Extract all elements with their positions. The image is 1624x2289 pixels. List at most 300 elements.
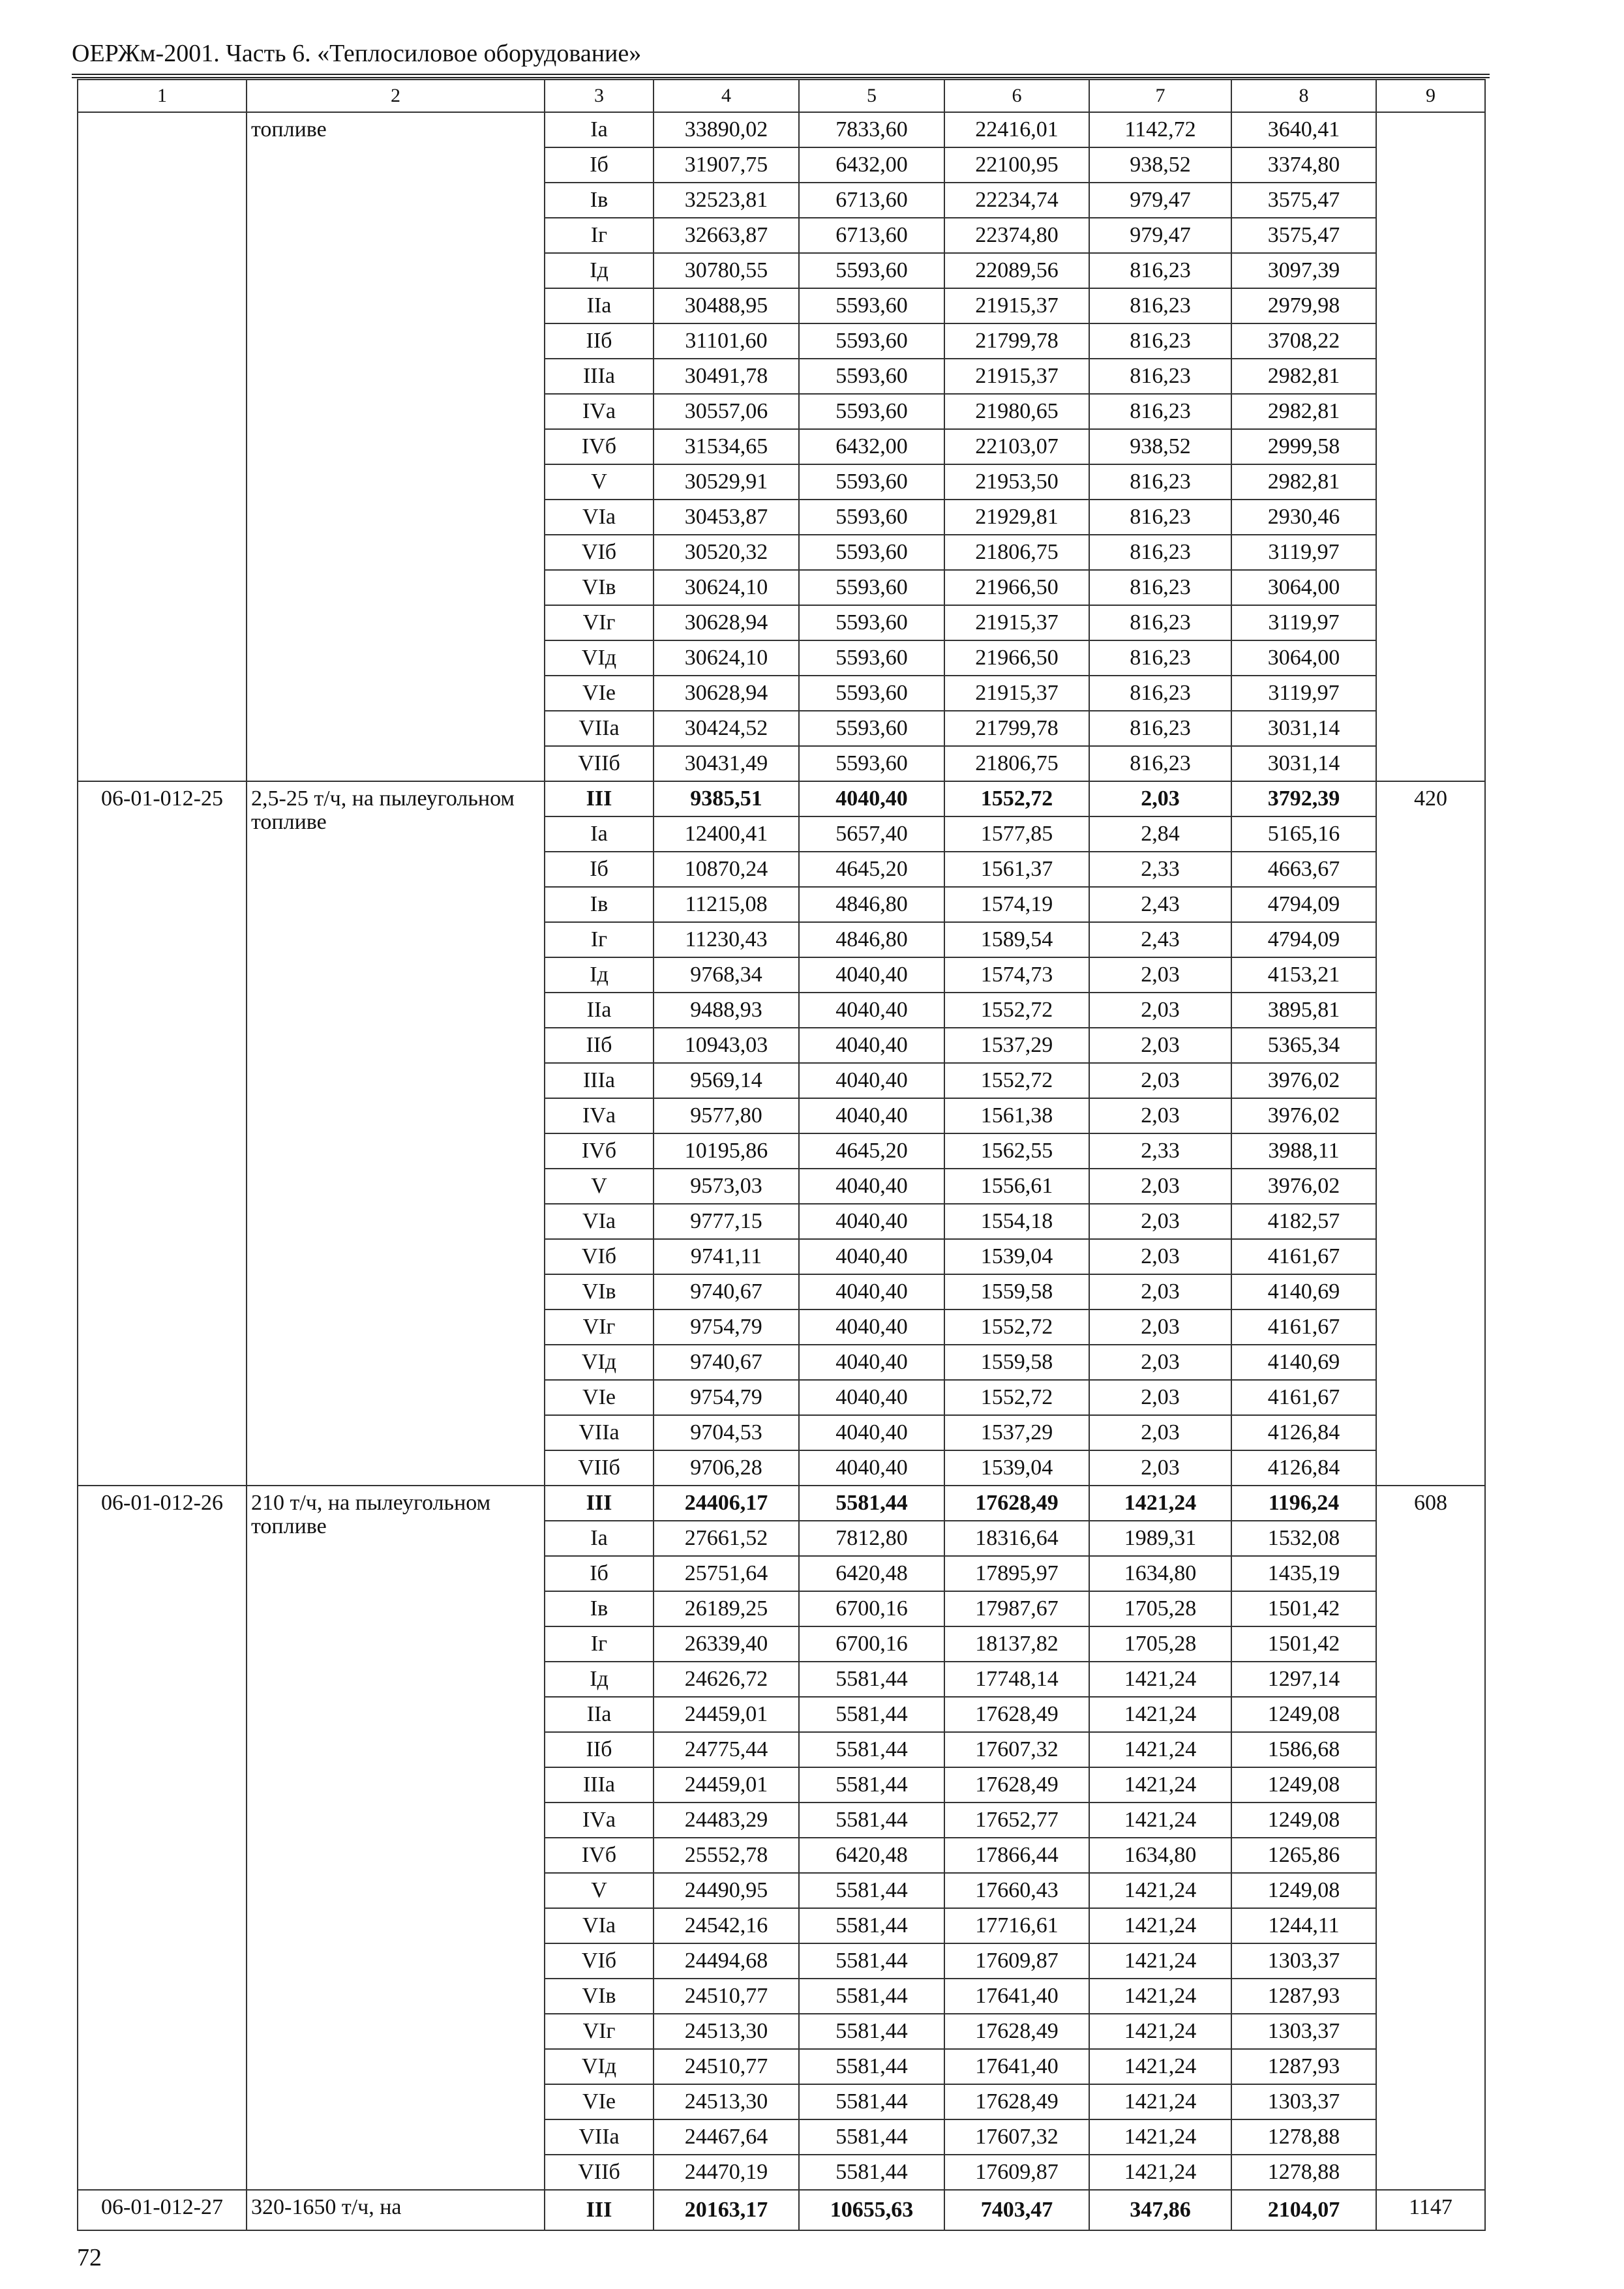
value-col5: 5593,60 [799,500,944,535]
value-col7: 2,03 [1089,957,1231,993]
column-number: 6 [944,80,1089,112]
value-col7: 2,03 [1089,1169,1231,1204]
value-col8: 3976,02 [1231,1063,1376,1098]
rate-description: 210 т/ч, на пылеугольном топливе [247,1486,545,2190]
value-col4: 9741,11 [654,1239,799,1274]
value-col7: 1705,28 [1089,1591,1231,1626]
value-col5: 5581,44 [799,1943,944,1979]
value-col4: 30780,55 [654,253,799,288]
variant-cell: IVб [545,429,654,464]
variant-cell: Iд [545,957,654,993]
value-col4: 9577,80 [654,1098,799,1133]
value-col4: 24542,16 [654,1908,799,1943]
variant-cell: Iг [545,1626,654,1662]
value-col7: 979,47 [1089,183,1231,218]
variant-cell: Iа [545,1521,654,1556]
value-col8: 1249,08 [1231,1697,1376,1732]
value-col6: 17607,32 [944,2119,1089,2155]
value-col8: 1303,37 [1231,2014,1376,2049]
value-col6: 17748,14 [944,1662,1089,1697]
value-col6: 1562,55 [944,1133,1089,1169]
value-col6: 17628,49 [944,2014,1089,2049]
value-col5: 5593,60 [799,570,944,605]
variant-cell: V [545,1169,654,1204]
value-col5: 4040,40 [799,1204,944,1239]
value-col5: 5593,60 [799,605,944,640]
variant-cell: IVа [545,394,654,429]
value-col4: 9385,51 [654,781,799,816]
value-col6: 1537,29 [944,1028,1089,1063]
variant-cell: VIв [545,1979,654,2014]
value-col5: 5581,44 [799,1803,944,1838]
value-col5: 4846,80 [799,922,944,957]
value-col6: 17866,44 [944,1838,1089,1873]
variant-cell: VIд [545,640,654,676]
variant-cell: VIе [545,2084,654,2119]
value-col8: 4126,84 [1231,1450,1376,1486]
variant-cell: VIд [545,1345,654,1380]
value-col4: 9768,34 [654,957,799,993]
value-col5: 5581,44 [799,1662,944,1697]
value-col4: 30491,78 [654,359,799,394]
value-col7: 1705,28 [1089,1626,1231,1662]
value-col7: 816,23 [1089,676,1231,711]
rate-description: 320-1650 т/ч, на [247,2190,545,2230]
value-col7: 816,23 [1089,464,1231,500]
value-col4: 26339,40 [654,1626,799,1662]
value-col8: 3640,41 [1231,112,1376,147]
value-col8: 4161,67 [1231,1239,1376,1274]
value-col6: 22089,56 [944,253,1089,288]
table-row [78,1486,1485,1521]
value-col5: 6420,48 [799,1838,944,1873]
value-col6: 1552,72 [944,993,1089,1028]
value-col6: 17716,61 [944,1908,1089,1943]
value-col4: 26189,25 [654,1591,799,1626]
variant-cell: IVб [545,1838,654,1873]
value-col7: 816,23 [1089,605,1231,640]
value-col8: 4663,67 [1231,852,1376,887]
value-col7: 1421,24 [1089,1943,1231,1979]
value-col5: 10655,63 [799,2190,944,2230]
variant-cell: VIIб [545,1450,654,1486]
value-col8: 1278,88 [1231,2119,1376,2155]
value-col4: 24494,68 [654,1943,799,1979]
value-col4: 9704,53 [654,1415,799,1450]
value-col6: 21806,75 [944,535,1089,570]
value-col6: 17628,49 [944,1697,1089,1732]
value-col7: 1421,24 [1089,1767,1231,1803]
value-col8: 2982,81 [1231,359,1376,394]
value-col4: 11215,08 [654,887,799,922]
value-col5: 4040,40 [799,1274,944,1309]
column-number: 4 [654,80,799,112]
variant-cell: Iв [545,887,654,922]
value-col4: 9754,79 [654,1380,799,1415]
value-col5: 4040,40 [799,1345,944,1380]
variant-cell: IIа [545,1697,654,1732]
value-col7: 2,03 [1089,1239,1231,1274]
value-col4: 24459,01 [654,1767,799,1803]
value-col4: 30529,91 [654,464,799,500]
value-col8: 4126,84 [1231,1415,1376,1450]
value-col5: 5593,60 [799,464,944,500]
value-col6: 1559,58 [944,1345,1089,1380]
value-col8: 3895,81 [1231,993,1376,1028]
value-col5: 4040,40 [799,1309,944,1345]
value-col6: 1556,61 [944,1169,1089,1204]
value-col4: 20163,17 [654,2190,799,2230]
value-col6: 17607,32 [944,1732,1089,1767]
value-col6: 21799,78 [944,323,1089,359]
variant-cell: VIIб [545,2155,654,2190]
value-col5: 4846,80 [799,887,944,922]
value-col5: 5581,44 [799,1732,944,1767]
value-col7: 1421,24 [1089,2084,1231,2119]
value-col8: 2104,07 [1231,2190,1376,2230]
value-col6: 22100,95 [944,147,1089,183]
value-col6: 21799,78 [944,711,1089,746]
value-col4: 12400,41 [654,816,799,852]
value-col8: 2982,81 [1231,394,1376,429]
value-col7: 816,23 [1089,640,1231,676]
value-col5: 5581,44 [799,2014,944,2049]
page-header-title: ОЕРЖм-2001. Часть 6. «Теплосиловое оборудование» [72,40,642,67]
value-col5: 5593,60 [799,746,944,781]
value-col4: 31907,75 [654,147,799,183]
value-col6: 1559,58 [944,1274,1089,1309]
value-col8: 1278,88 [1231,2155,1376,2190]
value-col7: 816,23 [1089,711,1231,746]
value-col7: 2,03 [1089,1274,1231,1309]
value-col4: 9569,14 [654,1063,799,1098]
value-col4: 11230,43 [654,922,799,957]
variant-cell: VIб [545,1239,654,1274]
column-number: 9 [1376,80,1485,112]
value-col4: 24406,17 [654,1486,799,1521]
value-col7: 938,52 [1089,429,1231,464]
value-col8: 3976,02 [1231,1169,1376,1204]
variant-cell: Iг [545,218,654,253]
value-col4: 10943,03 [654,1028,799,1063]
column-number: 3 [545,80,654,112]
value-col5: 5581,44 [799,1767,944,1803]
value-col7: 2,43 [1089,922,1231,957]
value-col6: 22234,74 [944,183,1089,218]
value-col7: 2,43 [1089,887,1231,922]
rate-description: топливе [247,112,545,781]
value-col8: 3575,47 [1231,218,1376,253]
value-col5: 5593,60 [799,253,944,288]
value-col5: 5593,60 [799,323,944,359]
variant-cell: VIв [545,1274,654,1309]
value-col7: 1989,31 [1089,1521,1231,1556]
value-col4: 9777,15 [654,1204,799,1239]
variant-cell: IIб [545,323,654,359]
value-col7: 1421,24 [1089,1908,1231,1943]
value-col8: 1244,11 [1231,1908,1376,1943]
value-col6: 1589,54 [944,922,1089,957]
value-col9 [1376,112,1485,781]
value-col8: 3792,39 [1231,781,1376,816]
value-col8: 1287,93 [1231,1979,1376,2014]
value-col4: 9706,28 [654,1450,799,1486]
variant-cell: Iб [545,1556,654,1591]
value-col8: 1287,93 [1231,2049,1376,2084]
value-col4: 33890,02 [654,112,799,147]
value-col7: 816,23 [1089,288,1231,323]
variant-cell: IIб [545,1028,654,1063]
value-col4: 24459,01 [654,1697,799,1732]
value-col6: 21806,75 [944,746,1089,781]
value-col7: 2,03 [1089,1309,1231,1345]
value-col6: 17628,49 [944,1767,1089,1803]
value-col8: 3031,14 [1231,746,1376,781]
value-col5: 4040,40 [799,1239,944,1274]
value-col4: 9740,67 [654,1274,799,1309]
value-col5: 5593,60 [799,711,944,746]
value-col5: 6432,00 [799,429,944,464]
value-col8: 5165,16 [1231,816,1376,852]
value-col5: 5581,44 [799,1486,944,1521]
value-col5: 5581,44 [799,1979,944,2014]
value-col6: 21966,50 [944,570,1089,605]
value-col8: 4161,67 [1231,1309,1376,1345]
value-col4: 24470,19 [654,2155,799,2190]
value-col6: 21953,50 [944,464,1089,500]
value-col7: 938,52 [1089,147,1231,183]
value-col5: 5581,44 [799,2119,944,2155]
value-col5: 4040,40 [799,1063,944,1098]
value-col4: 30624,10 [654,570,799,605]
value-col7: 2,03 [1089,1450,1231,1486]
value-col9: 420 [1376,781,1485,1486]
value-col7: 2,03 [1089,1204,1231,1239]
value-col4: 24467,64 [654,2119,799,2155]
value-col4: 32523,81 [654,183,799,218]
value-col7: 2,03 [1089,1098,1231,1133]
column-number: 8 [1231,80,1376,112]
value-col5: 6713,60 [799,183,944,218]
value-col8: 4161,67 [1231,1380,1376,1415]
value-col6: 1561,37 [944,852,1089,887]
value-col7: 816,23 [1089,746,1231,781]
value-col7: 1421,24 [1089,2049,1231,2084]
value-col4: 9573,03 [654,1169,799,1204]
variant-cell: IIIа [545,359,654,394]
variant-cell: IIб [545,1732,654,1767]
value-col6: 18316,64 [944,1521,1089,1556]
value-col4: 9740,67 [654,1345,799,1380]
value-col8: 1265,86 [1231,1838,1376,1873]
value-col6: 22103,07 [944,429,1089,464]
value-col8: 4140,69 [1231,1274,1376,1309]
value-col5: 5657,40 [799,816,944,852]
variant-cell: VIIа [545,1415,654,1450]
rate-code: 06-01-012-26 [78,1486,247,2190]
variant-cell: IVб [545,1133,654,1169]
value-col8: 1249,08 [1231,1767,1376,1803]
value-col5: 5593,60 [799,676,944,711]
value-col7: 1421,24 [1089,2119,1231,2155]
value-col8: 1501,42 [1231,1591,1376,1626]
value-col8: 1196,24 [1231,1486,1376,1521]
variant-cell: IVа [545,1098,654,1133]
value-col8: 1249,08 [1231,1803,1376,1838]
value-col8: 3119,97 [1231,676,1376,711]
column-number: 2 [247,80,545,112]
value-col7: 816,23 [1089,323,1231,359]
value-col5: 4040,40 [799,1169,944,1204]
value-col5: 5593,60 [799,640,944,676]
value-col8: 3119,97 [1231,605,1376,640]
value-col5: 6713,60 [799,218,944,253]
value-col6: 18137,82 [944,1626,1089,1662]
value-col4: 10870,24 [654,852,799,887]
value-col7: 1421,24 [1089,2014,1231,2049]
header-rule-top [72,74,1490,75]
variant-cell: Iа [545,816,654,852]
value-col8: 1435,19 [1231,1556,1376,1591]
value-col4: 24626,72 [654,1662,799,1697]
value-col7: 2,33 [1089,852,1231,887]
value-col7: 1634,80 [1089,1838,1231,1873]
value-col4: 30557,06 [654,394,799,429]
value-col4: 30628,94 [654,676,799,711]
variant-cell: VIб [545,535,654,570]
value-col4: 31534,65 [654,429,799,464]
value-col8: 1297,14 [1231,1662,1376,1697]
value-col8: 4794,09 [1231,887,1376,922]
value-col6: 1574,19 [944,887,1089,922]
column-number: 7 [1089,80,1231,112]
variant-cell: III [545,2190,654,2230]
value-col7: 816,23 [1089,253,1231,288]
value-col5: 5581,44 [799,1873,944,1908]
value-col7: 2,03 [1089,1063,1231,1098]
value-col8: 2930,46 [1231,500,1376,535]
value-col8: 2982,81 [1231,464,1376,500]
value-col8: 4140,69 [1231,1345,1376,1380]
value-col8: 3374,80 [1231,147,1376,183]
value-col5: 4040,40 [799,1380,944,1415]
value-col6: 17609,87 [944,2155,1089,2190]
value-col4: 27661,52 [654,1521,799,1556]
value-col8: 4182,57 [1231,1204,1376,1239]
value-col8: 3976,02 [1231,1098,1376,1133]
value-col6: 1552,72 [944,1380,1089,1415]
value-col6: 1561,38 [944,1098,1089,1133]
value-col7: 1142,72 [1089,112,1231,147]
value-col8: 3119,97 [1231,535,1376,570]
value-col7: 1421,24 [1089,1803,1231,1838]
variant-cell: IIIа [545,1063,654,1098]
value-col4: 24513,30 [654,2084,799,2119]
value-col5: 4040,40 [799,781,944,816]
value-col7: 816,23 [1089,535,1231,570]
value-col4: 30431,49 [654,746,799,781]
variant-cell: VIа [545,1204,654,1239]
value-col7: 816,23 [1089,570,1231,605]
variant-cell: IIа [545,288,654,323]
value-col6: 21915,37 [944,676,1089,711]
variant-cell: VIг [545,2014,654,2049]
variant-cell: IVа [545,1803,654,1838]
value-col7: 1634,80 [1089,1556,1231,1591]
value-col8: 3988,11 [1231,1133,1376,1169]
value-col4: 30488,95 [654,288,799,323]
value-col6: 21966,50 [944,640,1089,676]
value-col8: 3031,14 [1231,711,1376,746]
variant-cell: Iб [545,147,654,183]
price-table [77,79,1486,2231]
value-col7: 2,03 [1089,1380,1231,1415]
variant-cell: Iб [545,852,654,887]
value-col5: 4040,40 [799,993,944,1028]
value-col5: 4645,20 [799,1133,944,1169]
value-col4: 31101,60 [654,323,799,359]
value-col4: 24513,30 [654,2014,799,2049]
table-row [78,112,1485,147]
value-col5: 6700,16 [799,1626,944,1662]
value-col6: 22374,80 [944,218,1089,253]
rate-code: 06-01-012-27 [78,2190,247,2230]
variant-cell: VIб [545,1943,654,1979]
value-col6: 17660,43 [944,1873,1089,1908]
value-col6: 17609,87 [944,1943,1089,1979]
value-col6: 7403,47 [944,2190,1089,2230]
table-body [78,80,1485,2230]
value-col5: 6432,00 [799,147,944,183]
value-col8: 1501,42 [1231,1626,1376,1662]
rate-description: 2,5-25 т/ч, на пылеугольном топливе [247,781,545,1486]
value-col5: 4040,40 [799,1450,944,1486]
value-col5: 6700,16 [799,1591,944,1626]
value-col4: 24490,95 [654,1873,799,1908]
value-col5: 5581,44 [799,1697,944,1732]
variant-cell: Iг [545,922,654,957]
value-col5: 4040,40 [799,1028,944,1063]
value-col8: 4794,09 [1231,922,1376,957]
value-col6: 1552,72 [944,1063,1089,1098]
value-col4: 30624,10 [654,640,799,676]
variant-cell: VIIб [545,746,654,781]
value-col6: 21915,37 [944,359,1089,394]
value-col4: 10195,86 [654,1133,799,1169]
value-col4: 25552,78 [654,1838,799,1873]
value-col6: 21929,81 [944,500,1089,535]
value-col5: 4040,40 [799,1098,944,1133]
value-col7: 1421,24 [1089,1697,1231,1732]
value-col7: 2,03 [1089,1415,1231,1450]
variant-cell: VIа [545,1908,654,1943]
value-col8: 3097,39 [1231,253,1376,288]
value-col6: 17987,67 [944,1591,1089,1626]
value-col6: 1574,73 [944,957,1089,993]
variant-cell: Iд [545,253,654,288]
value-col5: 4040,40 [799,1415,944,1450]
variant-cell: VIг [545,1309,654,1345]
value-col7: 1421,24 [1089,1732,1231,1767]
variant-cell: V [545,464,654,500]
value-col7: 2,33 [1089,1133,1231,1169]
value-col8: 2999,58 [1231,429,1376,464]
variant-cell: Iв [545,183,654,218]
value-col7: 347,86 [1089,2190,1231,2230]
value-col5: 7833,60 [799,112,944,147]
variant-cell: VIд [545,2049,654,2084]
value-col8: 3575,47 [1231,183,1376,218]
